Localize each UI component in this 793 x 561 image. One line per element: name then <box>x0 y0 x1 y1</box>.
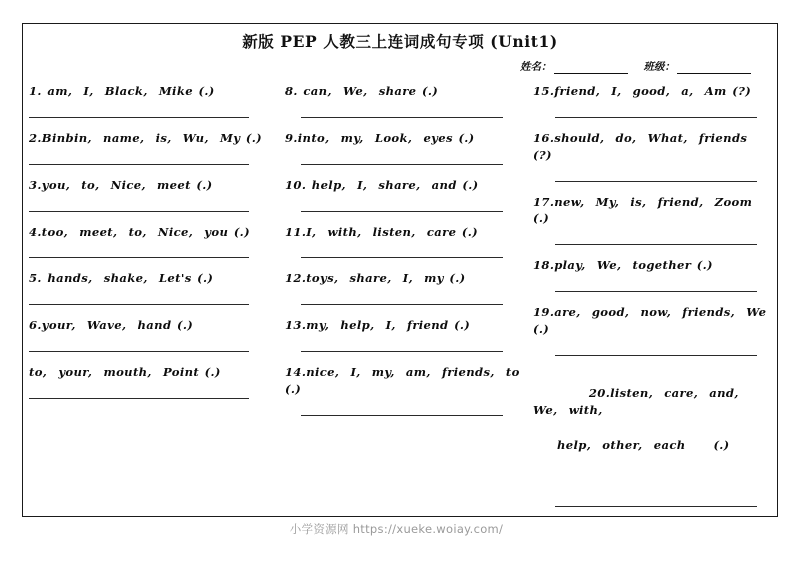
exercise-prompt: to, your, mouth, Point (.) <box>29 364 221 379</box>
answer-line[interactable] <box>555 244 757 245</box>
answer-line[interactable] <box>29 211 249 212</box>
exercise-prompt: 8. can, We, share (.) <box>285 84 439 99</box>
answer-line[interactable] <box>555 355 757 356</box>
exercise-item <box>285 177 521 212</box>
exercise-prompt-line-2: help, other, each (.) <box>557 438 730 453</box>
answer-line[interactable] <box>301 304 503 305</box>
exercise-prompt-line-1: 20.listen, care, and, We, with, <box>533 385 750 418</box>
exercise-prompt: 13.my, help, I, friend (.) <box>285 318 471 333</box>
exercise-item <box>29 270 271 305</box>
exercise-prompt: 1. am, I, Black, Mike (.) <box>29 84 215 99</box>
answer-line[interactable] <box>301 257 503 258</box>
exercise-item <box>533 304 772 356</box>
exercise-column-3 <box>525 83 775 480</box>
exercise-item <box>285 83 521 118</box>
exercise-columns <box>23 74 777 480</box>
exercise-prompt: 9.into, my, Look, eyes (.) <box>285 130 475 145</box>
exercise-prompt: 12.toys, share, I, my (.) <box>285 271 466 286</box>
exercise-item <box>285 364 526 416</box>
exercise-prompt: 15.friend, I, good, a, Am (?) <box>533 84 752 99</box>
exercise-prompt: 2.Binbin, name, is, Wu, My (.) <box>29 130 262 145</box>
answer-line[interactable] <box>555 117 757 118</box>
answer-line[interactable] <box>29 351 249 352</box>
exercise-item <box>533 83 769 118</box>
answer-line[interactable] <box>555 181 757 182</box>
answer-line[interactable] <box>29 117 249 118</box>
exercise-item <box>285 317 521 352</box>
exercise-item <box>29 364 271 399</box>
exercise-column-1 <box>23 83 275 480</box>
answer-line[interactable] <box>301 211 503 212</box>
answer-line[interactable] <box>301 164 503 165</box>
exercise-item <box>533 257 769 292</box>
exercise-prompt: 11.I, with, listen, care (.) <box>285 224 478 239</box>
class-label: 班级： <box>643 61 675 74</box>
exercise-prompt: 16.should, do, What, friends (?) <box>533 130 753 162</box>
exercise-prompt: 18.play, We, together (.) <box>533 258 713 273</box>
answer-line[interactable] <box>29 164 249 165</box>
exercise-prompt: 14.nice, I, my, am, friends, to (.) <box>285 364 526 396</box>
answer-line[interactable] <box>29 257 249 258</box>
exercise-column-2 <box>275 83 525 480</box>
answer-line[interactable] <box>29 304 249 305</box>
exercise-prompt: 19.are, good, now, friends, We (.) <box>533 304 772 336</box>
student-meta-row <box>23 52 777 74</box>
answer-line[interactable] <box>555 291 757 292</box>
exercise-item <box>533 130 769 182</box>
exercise-item <box>533 368 769 508</box>
answer-line[interactable] <box>301 415 503 416</box>
exercise-item <box>533 194 769 246</box>
worksheet-page <box>22 23 778 517</box>
exercise-prompt: 5. hands, shake, Let's (.) <box>29 271 214 286</box>
exercise-prompt: 3.you, to, Nice, meet (.) <box>29 177 213 192</box>
exercise-prompt: 10. help, I, share, and (.) <box>285 177 479 192</box>
class-field <box>644 59 752 74</box>
answer-line[interactable] <box>301 117 503 118</box>
class-blank-line[interactable] <box>677 62 751 74</box>
exercise-prompt <box>533 368 769 490</box>
name-label: 姓名： <box>520 61 552 74</box>
page-title: 新版 PEP 人教三上连词成句专项 (Unit1) <box>242 32 558 51</box>
exercise-item <box>29 224 271 259</box>
exercise-item <box>29 317 271 352</box>
exercise-item <box>285 130 521 165</box>
watermark: 小学资源网 https://xueke.woiay.com/ <box>289 522 504 536</box>
exercise-item <box>29 177 271 212</box>
name-blank-line[interactable] <box>554 62 628 74</box>
answer-line[interactable] <box>555 506 757 507</box>
exercise-item <box>29 83 271 118</box>
exercise-prompt: 6.your, Wave, hand (.) <box>29 318 194 333</box>
exercise-prompt: 4.too, meet, to, Nice, you (.) <box>29 224 250 239</box>
exercise-prompt: 17.new, My, is, friend, Zoom (.) <box>533 194 758 226</box>
exercise-item <box>285 224 521 259</box>
answer-line[interactable] <box>29 398 249 399</box>
answer-line[interactable] <box>301 351 503 352</box>
exercise-item <box>285 270 521 305</box>
exercise-item <box>29 130 271 165</box>
name-field <box>520 59 628 74</box>
